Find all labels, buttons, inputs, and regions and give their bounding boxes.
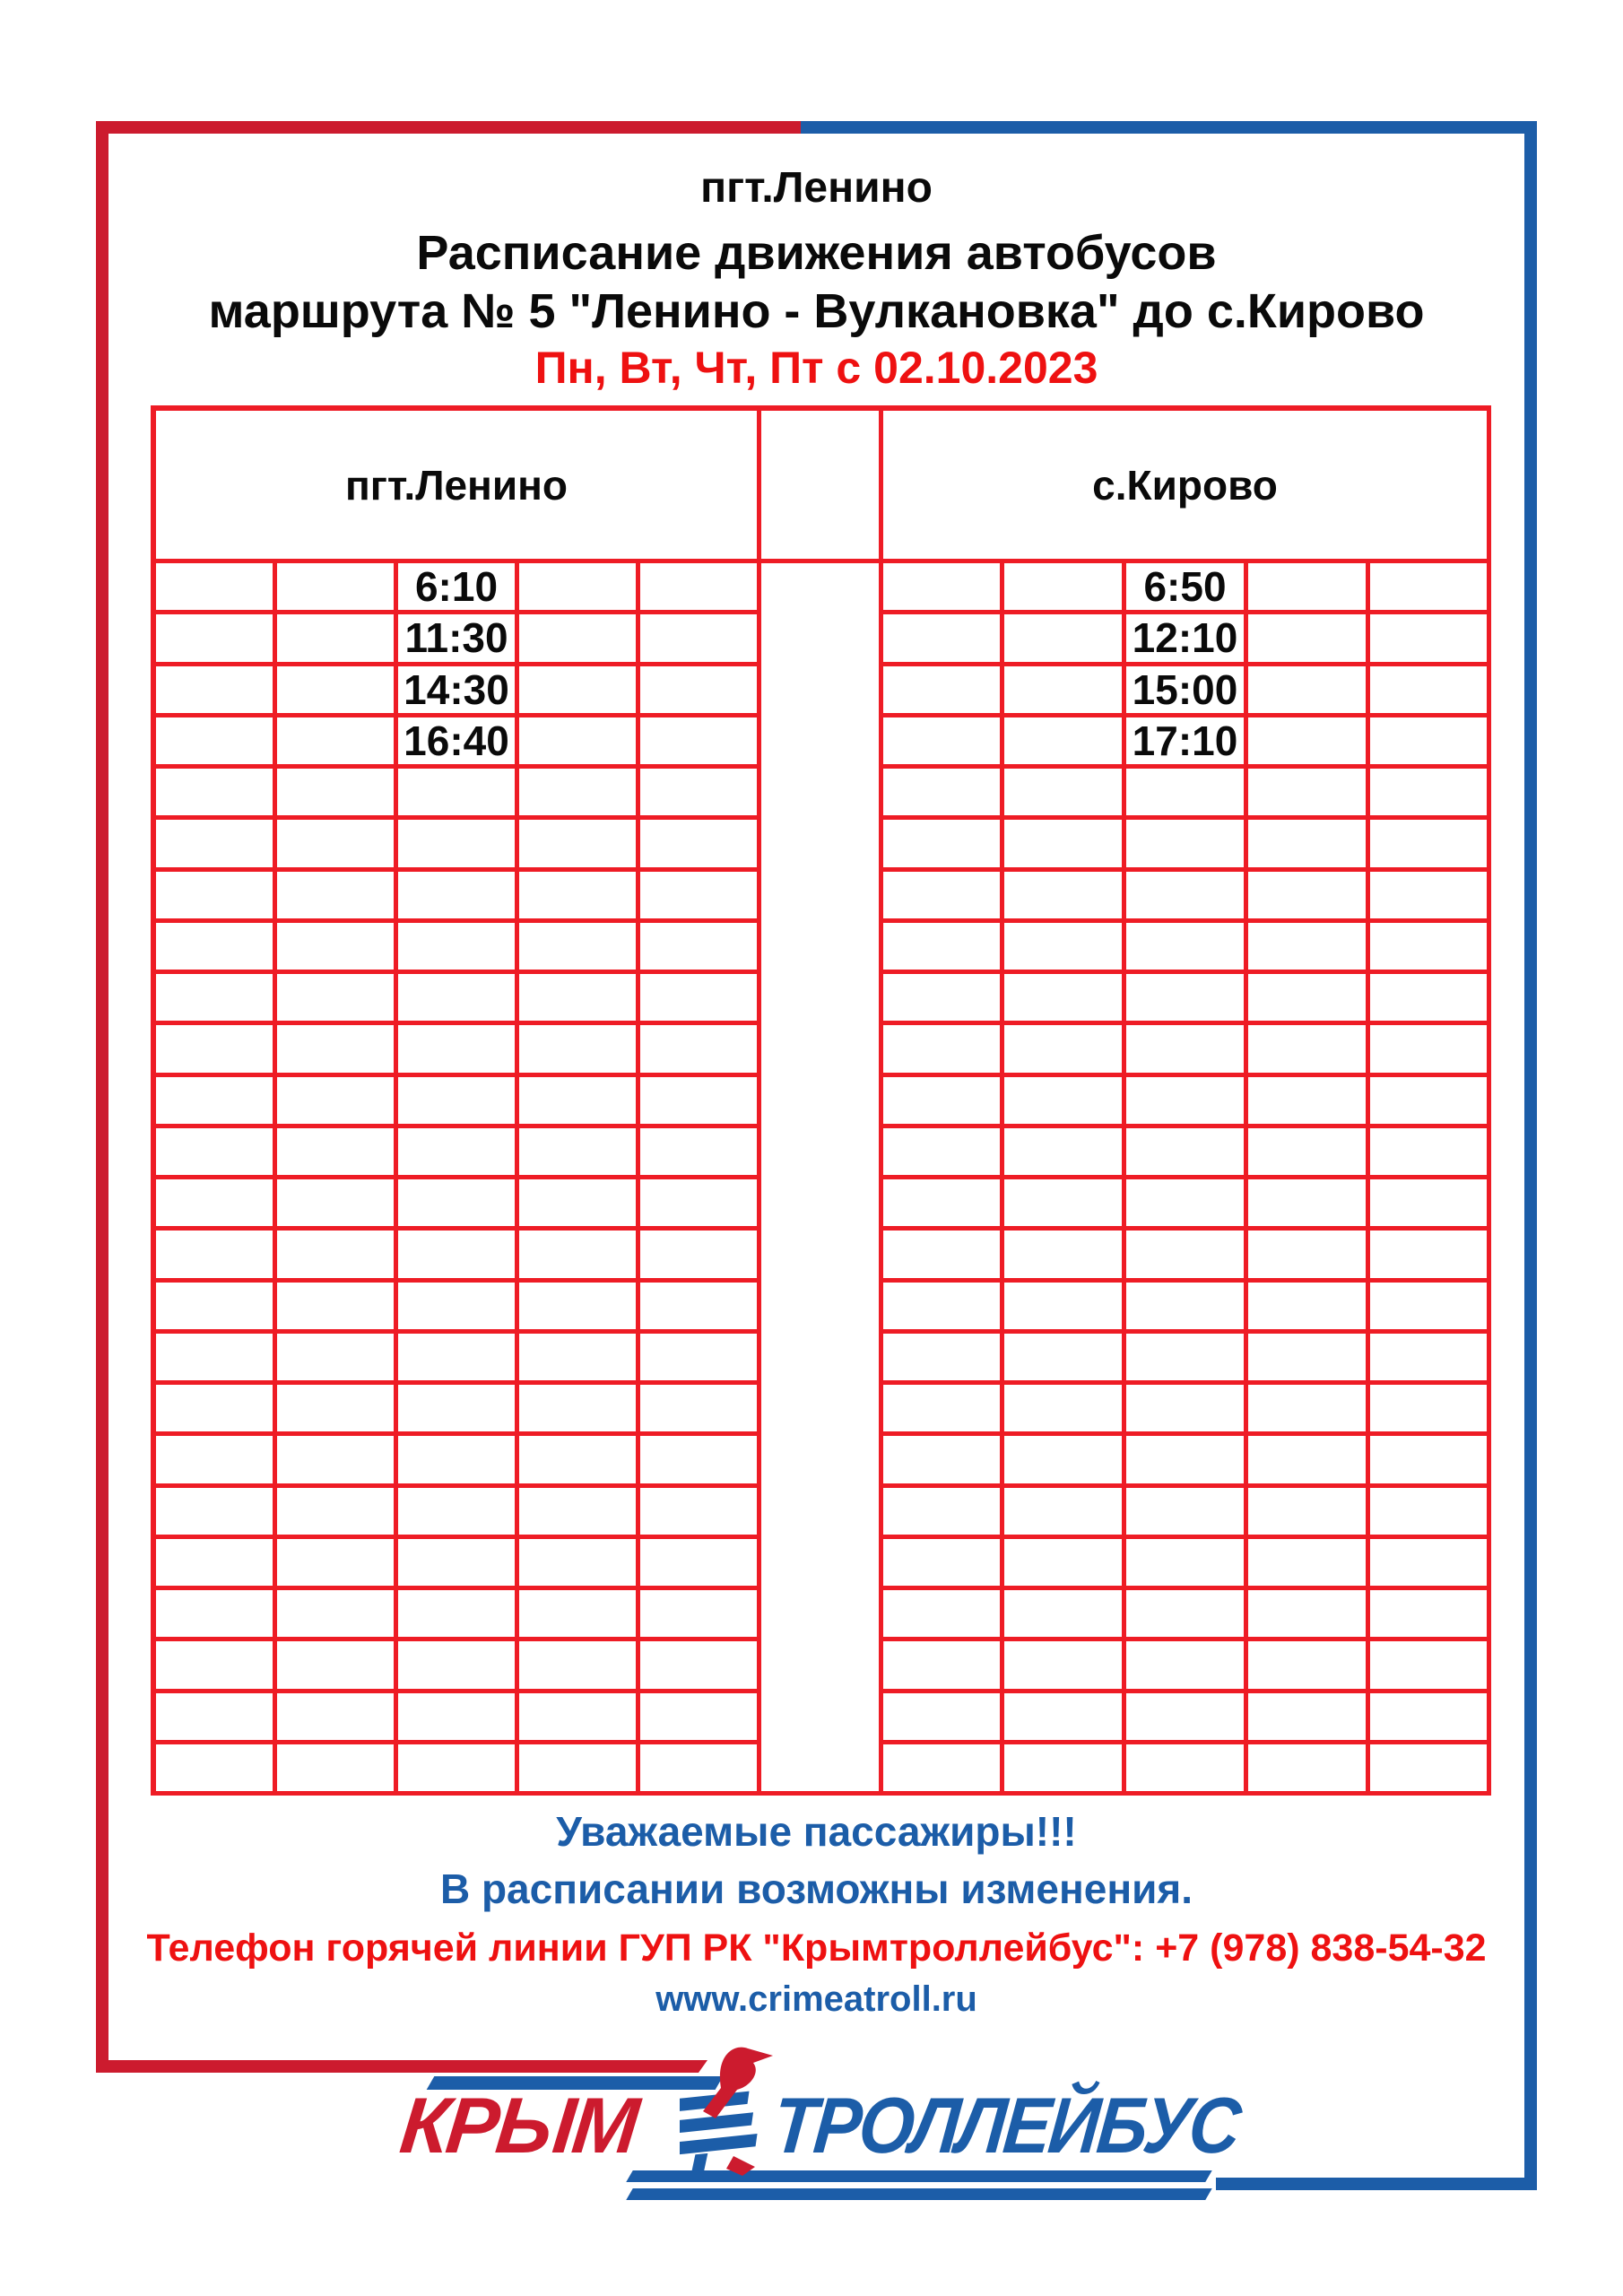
departure-time-cell-right: 6:50 (1126, 563, 1248, 614)
schedule-cell (883, 1744, 1004, 1796)
schedule-cell (1004, 1231, 1126, 1282)
schedule-cell (883, 1641, 1004, 1692)
schedule-cell (156, 769, 277, 820)
schedule-cell (883, 1488, 1004, 1539)
schedule-cell (398, 1385, 519, 1436)
schedule-cell (519, 820, 640, 871)
schedule-cell (156, 1488, 277, 1539)
schedule-cell (1004, 1693, 1126, 1744)
schedule-cell (1370, 923, 1491, 974)
schedule-cell (1126, 1744, 1248, 1796)
schedule-cell (1126, 1693, 1248, 1744)
schedule-cell (883, 923, 1004, 974)
schedule-cell (1248, 923, 1370, 974)
schedule-cell (156, 1179, 277, 1231)
schedule-cell (1248, 1488, 1370, 1539)
schedule-cell (519, 1334, 640, 1385)
schedule-cell (156, 872, 277, 923)
schedule-cell (883, 1693, 1004, 1744)
page-border-bottom-red (96, 2060, 707, 2073)
departure-time-cell-right: 17:10 (1126, 718, 1248, 769)
schedule-cell (883, 1077, 1004, 1128)
schedule-cell (398, 1128, 519, 1179)
schedule-cell (883, 614, 1004, 665)
schedule-cell (1126, 1025, 1248, 1076)
schedule-cell (1248, 718, 1370, 769)
schedule-cell (1370, 1385, 1491, 1436)
schedule-cell (640, 1334, 761, 1385)
schedule-cell (277, 1539, 398, 1590)
schedule-cell (1248, 1179, 1370, 1231)
schedule-cell (156, 1334, 277, 1385)
schedule-cell (519, 1128, 640, 1179)
schedule-cell (1248, 1436, 1370, 1487)
schedule-cell (1126, 872, 1248, 923)
schedule-cell (883, 1334, 1004, 1385)
page-border-top-blue (801, 121, 1537, 134)
schedule-cell (1004, 1436, 1126, 1487)
schedule-cell (398, 1231, 519, 1282)
schedule-cell (156, 563, 277, 614)
schedule-cell (519, 1077, 640, 1128)
schedule-cell (1248, 1128, 1370, 1179)
schedule-cell (1248, 614, 1370, 665)
schedule-cell (640, 718, 761, 769)
schedule-cell (883, 563, 1004, 614)
schedule-cell (519, 872, 640, 923)
schedule-cell (277, 1385, 398, 1436)
schedule-cell (883, 1128, 1004, 1179)
schedule-cell (519, 1025, 640, 1076)
schedule-cell (1370, 1539, 1491, 1590)
schedule-cell (1370, 1128, 1491, 1179)
schedule-cell (277, 1283, 398, 1334)
schedule-cell (1004, 1590, 1126, 1641)
schedule-cell (156, 1025, 277, 1076)
schedule-cell (1004, 1641, 1126, 1692)
schedule-cell (1126, 1231, 1248, 1282)
schedule-cell (1370, 974, 1491, 1025)
krymtrolleybus-bird-logo-icon (680, 2041, 780, 2178)
schedule-cell (398, 1436, 519, 1487)
footer-hotline: Телефон горячей линии ГУП РК "Крымтроллейбус": +7 (978) 838-54-32 (146, 1926, 1487, 1970)
schedule-cell (1126, 1385, 1248, 1436)
schedule-cell (156, 1283, 277, 1334)
schedule-cell (1370, 666, 1491, 718)
page-border-bottom-blue (1216, 2178, 1537, 2190)
schedule-cell (1370, 1641, 1491, 1692)
schedule-cell (1248, 1231, 1370, 1282)
schedule-cell (1370, 872, 1491, 923)
schedule-cell (156, 718, 277, 769)
schedule-cell (519, 923, 640, 974)
schedule-cell (883, 666, 1004, 718)
schedule-cell (1126, 1334, 1248, 1385)
schedule-cell (398, 1744, 519, 1796)
schedule-cell (398, 769, 519, 820)
schedule-cell (398, 923, 519, 974)
schedule-cell (1126, 1539, 1248, 1590)
schedule-cell (1004, 1283, 1126, 1334)
schedule-cell (1126, 1488, 1248, 1539)
schedule-cell (640, 1436, 761, 1487)
schedule-cell (1004, 666, 1126, 718)
schedule-cell (398, 820, 519, 871)
schedule-cell (277, 1590, 398, 1641)
schedule-cell (277, 1334, 398, 1385)
schedule-cell (519, 1590, 640, 1641)
footer-website: www.crimeatroll.ru (655, 1979, 977, 2019)
departure-time-cell-right: 12:10 (1126, 614, 1248, 665)
schedule-cell (519, 769, 640, 820)
title-place: пгт.Ленино (700, 164, 933, 212)
schedule-cell (398, 1025, 519, 1076)
schedule-cell (1248, 769, 1370, 820)
schedule-cell (1370, 1744, 1491, 1796)
schedule-cell (1004, 872, 1126, 923)
schedule-cell (1370, 1334, 1491, 1385)
schedule-cell (1370, 1693, 1491, 1744)
schedule-cell (156, 1385, 277, 1436)
schedule-cell (883, 769, 1004, 820)
schedule-cell (640, 1488, 761, 1539)
schedule-cell (883, 974, 1004, 1025)
schedule-cell (640, 1744, 761, 1796)
schedule-cell (883, 1539, 1004, 1590)
schedule-cell (156, 1231, 277, 1282)
schedule-cell (640, 563, 761, 614)
schedule-cell (1004, 769, 1126, 820)
schedule-cell (519, 1385, 640, 1436)
schedule-cell (1248, 666, 1370, 718)
schedule-header-left: пгт.Ленино (156, 411, 761, 563)
schedule-cell (1370, 769, 1491, 820)
schedule-cell (640, 872, 761, 923)
schedule-cell (398, 1179, 519, 1231)
schedule-cell (1370, 1231, 1491, 1282)
schedule-cell (519, 1693, 640, 1744)
schedule-cell (398, 1693, 519, 1744)
schedule-cell (156, 1693, 277, 1744)
departure-time-cell-left: 14:30 (398, 666, 519, 718)
schedule-cell (883, 1283, 1004, 1334)
schedule-cell (398, 872, 519, 923)
schedule-cell (1248, 1641, 1370, 1692)
schedule-cell (277, 1179, 398, 1231)
footer-notice2: В расписании возможны изменения. (439, 1866, 1193, 1912)
schedule-cell (1004, 1128, 1126, 1179)
schedule-cell (277, 1231, 398, 1282)
schedule-cell (398, 1488, 519, 1539)
schedule-cell (398, 1334, 519, 1385)
schedule-cell (156, 1744, 277, 1796)
schedule-cell (1126, 923, 1248, 974)
schedule-cell (640, 1590, 761, 1641)
schedule-table (151, 405, 1491, 1796)
schedule-cell (640, 666, 761, 718)
schedule-cell (1370, 1283, 1491, 1334)
schedule-cell (398, 1539, 519, 1590)
schedule-cell (1126, 1179, 1248, 1231)
schedule-cell (640, 1231, 761, 1282)
schedule-cell (519, 718, 640, 769)
schedule-cell (277, 563, 398, 614)
schedule-cell (1126, 1641, 1248, 1692)
schedule-cell (640, 923, 761, 974)
schedule-cell (1248, 974, 1370, 1025)
schedule-cell (1126, 974, 1248, 1025)
schedule-cell (640, 1641, 761, 1692)
schedule-cell (277, 666, 398, 718)
schedule-cell (1248, 1539, 1370, 1590)
schedule-cell (398, 1283, 519, 1334)
schedule-cell (156, 1539, 277, 1590)
title-line1: Расписание движения автобусов (416, 226, 1217, 280)
schedule-cell (156, 1590, 277, 1641)
schedule-cell (883, 1179, 1004, 1231)
schedule-cell (1004, 1179, 1126, 1231)
schedule-cell (1126, 1128, 1248, 1179)
schedule-cell (277, 872, 398, 923)
schedule-cell (1370, 1179, 1491, 1231)
schedule-cell (519, 974, 640, 1025)
schedule-cell (1370, 614, 1491, 665)
schedule-cell (1004, 614, 1126, 665)
schedule-cell (1004, 1025, 1126, 1076)
schedule-cell (156, 923, 277, 974)
schedule-header-right: с.Кирово (883, 411, 1491, 563)
schedule-cell (398, 1590, 519, 1641)
schedule-cell (1126, 1590, 1248, 1641)
schedule-cell (883, 718, 1004, 769)
schedule-cell (640, 1128, 761, 1179)
schedule-cell (1004, 718, 1126, 769)
title-days-note: Пн, Вт, Чт, Пт с 02.10.2023 (534, 343, 1098, 393)
schedule-cell (640, 1077, 761, 1128)
schedule-cell (277, 923, 398, 974)
schedule-cell (1248, 563, 1370, 614)
schedule-cell (156, 1128, 277, 1179)
schedule-cell (640, 1385, 761, 1436)
logo-word-krym: КРЫМ (395, 2081, 641, 2170)
schedule-cell (519, 666, 640, 718)
schedule-cell (1370, 1590, 1491, 1641)
schedule-cell (1248, 1077, 1370, 1128)
schedule-cell (1126, 1283, 1248, 1334)
schedule-cell (519, 614, 640, 665)
schedule-cell (1370, 1077, 1491, 1128)
schedule-cell (1126, 1436, 1248, 1487)
schedule-cell (277, 1077, 398, 1128)
schedule-cell (1004, 1488, 1126, 1539)
schedule-cell (883, 1231, 1004, 1282)
schedule-cell (1004, 1744, 1126, 1796)
schedule-cell (277, 1128, 398, 1179)
schedule-cell (1370, 1025, 1491, 1076)
schedule-cell (277, 769, 398, 820)
schedule-cell (640, 974, 761, 1025)
schedule-cell (277, 718, 398, 769)
schedule-cell (277, 1488, 398, 1539)
footer-notice1: Уважаемые пассажиры!!! (556, 1808, 1077, 1855)
departure-time-cell-left: 11:30 (398, 614, 519, 665)
schedule-cell (519, 1436, 640, 1487)
schedule-cell (640, 1693, 761, 1744)
schedule-cell (883, 1385, 1004, 1436)
schedule-cell (1248, 1025, 1370, 1076)
schedule-cell (640, 1025, 761, 1076)
schedule-cell (519, 1744, 640, 1796)
schedule-cell (640, 614, 761, 665)
schedule-cell (1370, 718, 1491, 769)
schedule-cell (1370, 563, 1491, 614)
schedule-cell (883, 872, 1004, 923)
schedule-cell (1248, 1693, 1370, 1744)
schedule-cell (1126, 820, 1248, 871)
schedule-cell (1370, 820, 1491, 871)
schedule-header-middle (761, 411, 883, 563)
schedule-cell (1004, 1077, 1126, 1128)
schedule-cell (519, 1231, 640, 1282)
schedule-cell (156, 666, 277, 718)
schedule-cell (519, 563, 640, 614)
schedule-cell (519, 1641, 640, 1692)
page-border-top-red (96, 121, 801, 134)
schedule-cell (1004, 974, 1126, 1025)
schedule-cell (1004, 923, 1126, 974)
schedule-cell (640, 769, 761, 820)
schedule-cell (1248, 872, 1370, 923)
schedule-cell (398, 974, 519, 1025)
schedule-cell (1248, 1283, 1370, 1334)
schedule-cell (156, 1641, 277, 1692)
departure-time-cell-left: 6:10 (398, 563, 519, 614)
schedule-cell (640, 1283, 761, 1334)
schedule-cell (277, 1744, 398, 1796)
schedule-cell (1248, 1744, 1370, 1796)
schedule-cell (156, 1436, 277, 1487)
schedule-middle-gap-cell (761, 563, 883, 1796)
schedule-cell (1370, 1488, 1491, 1539)
schedule-cell (277, 1025, 398, 1076)
schedule-cell (519, 1539, 640, 1590)
schedule-cell (1126, 769, 1248, 820)
schedule-cell (398, 1641, 519, 1692)
schedule-cell (519, 1488, 640, 1539)
departure-time-cell-left: 16:40 (398, 718, 519, 769)
schedule-cell (1004, 563, 1126, 614)
schedule-cell (277, 974, 398, 1025)
schedule-cell (277, 820, 398, 871)
schedule-cell (1248, 1334, 1370, 1385)
schedule-cell (156, 1077, 277, 1128)
schedule-cell (156, 820, 277, 871)
schedule-cell (277, 1641, 398, 1692)
departure-time-cell-right: 15:00 (1126, 666, 1248, 718)
schedule-cell (1248, 820, 1370, 871)
schedule-cell (156, 974, 277, 1025)
schedule-cell (519, 1179, 640, 1231)
schedule-cell (640, 1539, 761, 1590)
schedule-cell (277, 1436, 398, 1487)
schedule-cell (1370, 1436, 1491, 1487)
schedule-cell (1004, 820, 1126, 871)
schedule-cell (640, 820, 761, 871)
schedule-cell (277, 614, 398, 665)
page-border-right-blue (1524, 121, 1537, 2190)
schedule-cell (883, 1025, 1004, 1076)
schedule-cell (883, 1436, 1004, 1487)
schedule-cell (883, 820, 1004, 871)
logo-word-trolleybus: ТРОЛЛЕЙБУС (768, 2081, 1243, 2170)
logo-underline-bar-2 (626, 2188, 1212, 2200)
schedule-cell (1248, 1385, 1370, 1436)
schedule-cell (1248, 1590, 1370, 1641)
schedule-cell (156, 614, 277, 665)
schedule-cell (883, 1590, 1004, 1641)
page-border-left-red (96, 121, 108, 2073)
schedule-cell (398, 1077, 519, 1128)
schedule-cell (1004, 1334, 1126, 1385)
schedule-cell (519, 1283, 640, 1334)
schedule-cell (1004, 1385, 1126, 1436)
schedule-cell (1126, 1077, 1248, 1128)
schedule-cell (1004, 1539, 1126, 1590)
title-line2: маршрута № 5 "Ленино - Вулкановка" до с.Кирово (208, 284, 1425, 338)
schedule-cell (277, 1693, 398, 1744)
schedule-cell (640, 1179, 761, 1231)
